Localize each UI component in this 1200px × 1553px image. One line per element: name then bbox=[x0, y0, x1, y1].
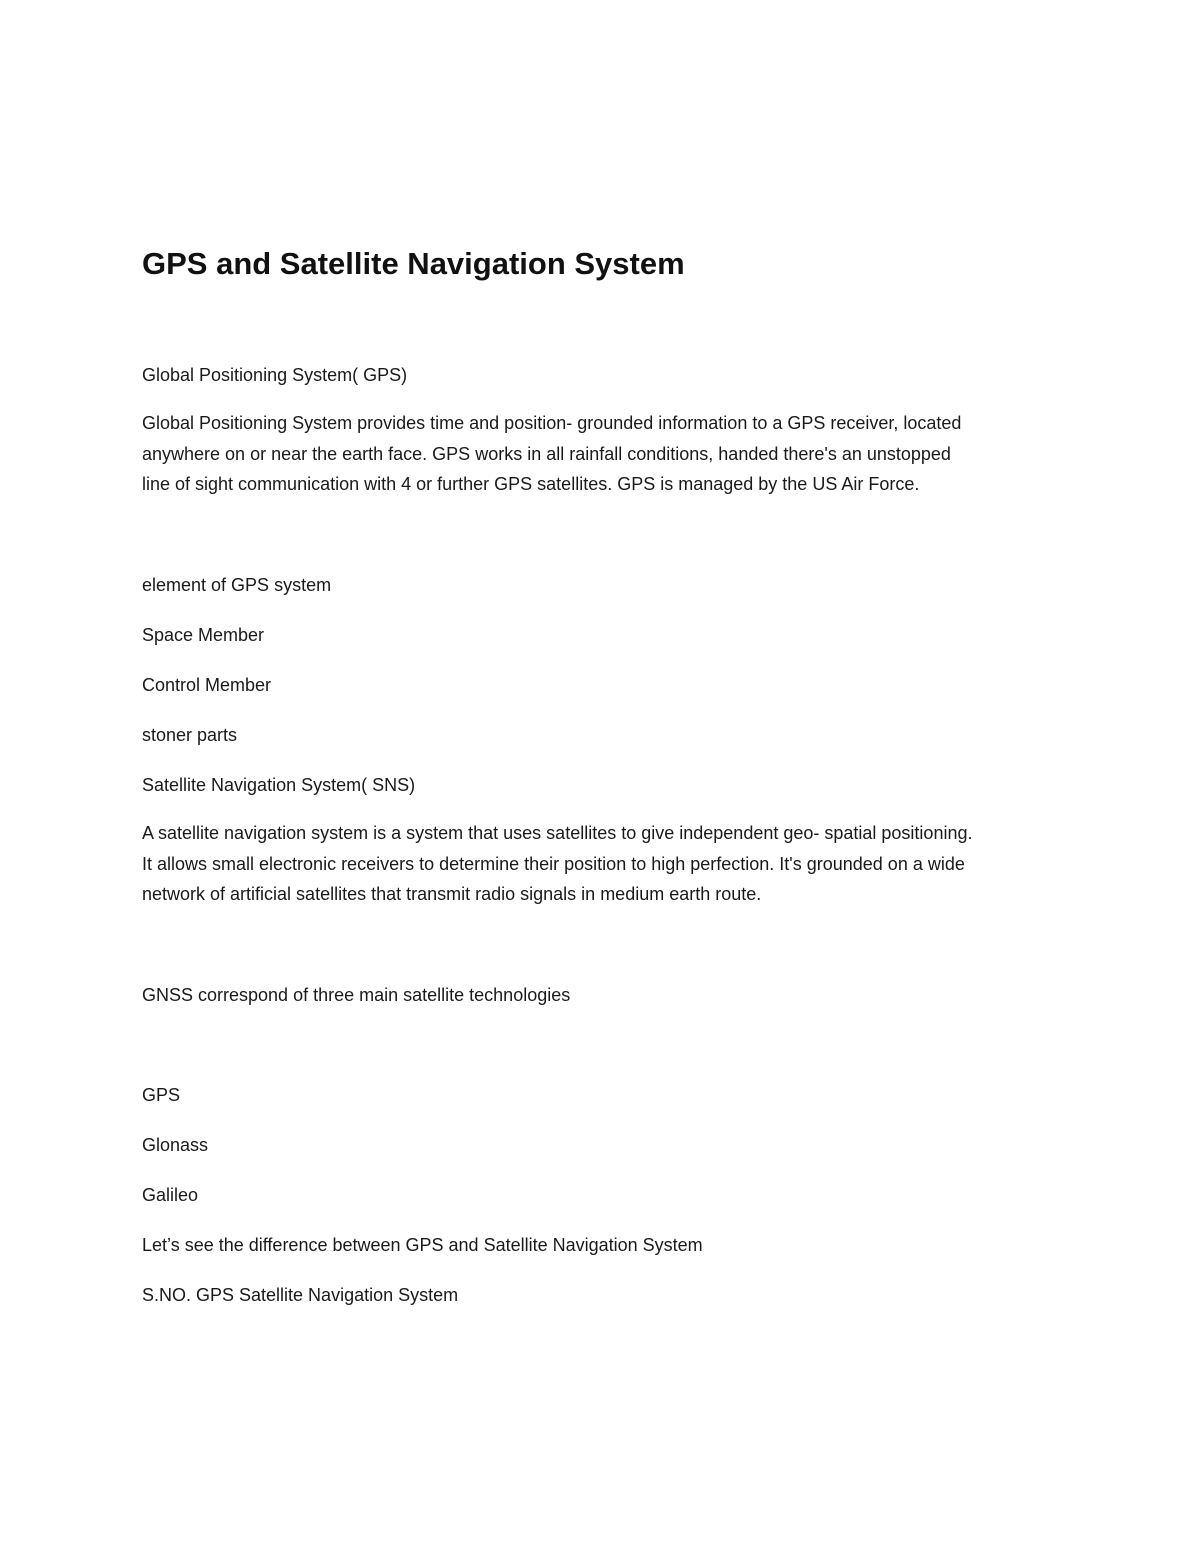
gps-paragraph-line: line of sight communication with 4 or further GPS satellites. GPS is managed by the US Air Force. bbox=[142, 474, 920, 494]
gnss-item: Glonass bbox=[142, 1135, 209, 1155]
document-title: GPS and Satellite Navigation System bbox=[142, 246, 685, 281]
difference-line: Let’s see the difference between GPS and Satellite Navigation System bbox=[142, 1235, 703, 1255]
gps-paragraph-line: anywhere on or near the earth face. GPS works in all rainfall conditions, handed there's an unstopped bbox=[142, 443, 951, 464]
sns-paragraph-line: It allows small electronic receivers to determine their position to high perfection. It's grounded on a wide bbox=[142, 853, 965, 874]
gnss-heading: GNSS correspond of three main satellite technologies bbox=[142, 985, 571, 1005]
gps-heading: Global Positioning System( GPS) bbox=[142, 365, 408, 385]
sns-paragraph bbox=[142, 818, 1072, 910]
sns-heading: Satellite Navigation System( SNS) bbox=[142, 775, 416, 795]
element-item: stoner parts bbox=[142, 725, 238, 745]
gps-paragraph bbox=[142, 408, 1072, 500]
element-item: Control Member bbox=[142, 675, 272, 695]
sns-paragraph-line: network of artificial satellites that transmit radio signals in medium earth route. bbox=[142, 884, 762, 904]
gnss-item: GPS bbox=[142, 1085, 181, 1105]
sns-paragraph-line: A satellite navigation system is a system that uses satellites to give independent geo- spatial positioning. bbox=[142, 823, 973, 843]
gnss-item: Galileo bbox=[142, 1185, 199, 1205]
element-item: Space Member bbox=[142, 625, 265, 645]
gps-paragraph-line: Global Positioning System provides time and position- grounded information to a GPS receiver, located bbox=[142, 413, 962, 433]
table-header: S.NO. GPS Satellite Navigation System bbox=[142, 1285, 459, 1305]
elements-heading: element of GPS system bbox=[142, 575, 332, 595]
